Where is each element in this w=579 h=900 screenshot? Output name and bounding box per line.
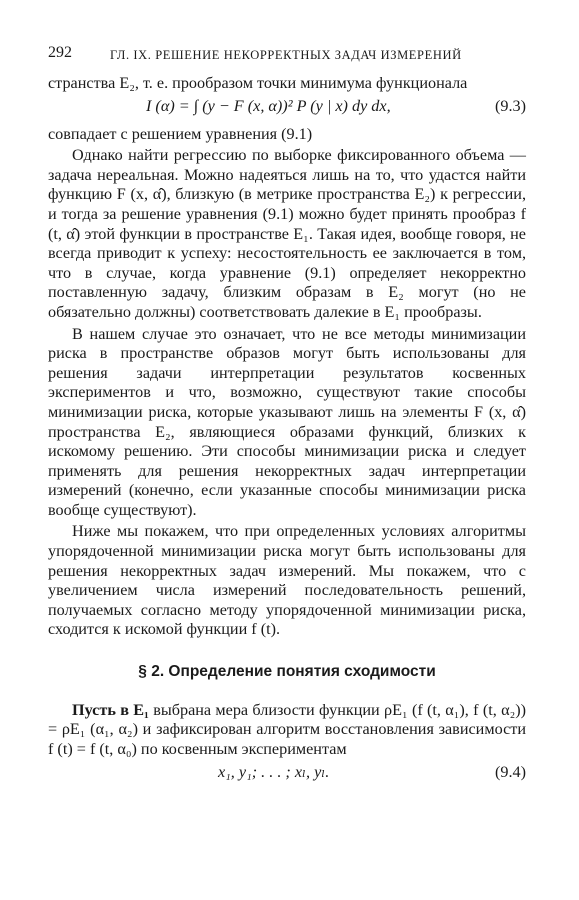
paragraph-2: совпадает с решением уравнения (9.1) — [48, 124, 313, 143]
formula-9-3-expression: I (α) = ∫ (y − F (x, α))² P (y | x) dy dx, — [146, 96, 391, 115]
book-page — [48, 44, 526, 787]
running-head: ГЛ. IX. РЕШЕНИЕ НЕКОРРЕКТНЫХ ЗАДАЧ ИЗМЕРЕНИЙ — [110, 48, 462, 62]
paragraph-3: Однако найти регрессию по выборке фиксированного объема — задача нереальная. Можно надеяться лишь на то, что удастся найти функцию F (x, α̂), близкую (в метрике пространства E₂) к регрессии, и тогда за решение уравнения (9.1) можно будет принять прообраз f (t, α̂) этой функции в пространстве E₁. Такая идея, вообще говоря, не всегда приводит к успеху: несостоятельность ее заключается в том, что в случае, когда уравнение (9.1) определяет некорректно поставленную задачу, близким образам в E₂ могут (но не обязательно должны) соответствовать далекие в E₁ прообразы. — [48, 146, 526, 321]
paragraph-1: странства E₂, т. е. прообразом точки минимума функционала — [48, 74, 468, 92]
page-header — [48, 44, 526, 74]
paragraph-6 — [48, 701, 526, 760]
paragraph-4: В нашем случае это означает, что не все методы минимизации риска в пространстве образов могут быть использованы для решения задачи интерпретации результатов косвенных экспериментов и что, возможно, существуют такие способы минимизации риска, которые указывают лишь на элементы F (x, α̂) пространства E₂, являющиеся образами функций, близких к искомому решению. Эти способы минимизации риска и следует применять для решения некорректных задач интерпретации измерений (конечно, если указанные способы минимизации риска вообще существуют). — [48, 324, 526, 519]
page-number: 292 — [48, 44, 72, 61]
paragraph-6-text: выбрана мера близости функции ρE₁ (f (t, α₁), f (t, α₂)) = ρE₁ (α₁, α₂) и зафиксирован алгоритм восстановления зависимости f (t) = f (t, α₀) по косвенным экспериментам — [48, 700, 526, 758]
formula-9-4-expression: x₁, y₁; . . . ; xₗ, yₗ. — [218, 763, 330, 782]
paragraph-6-lead: Пусть в E₁ — [72, 700, 149, 719]
paragraph-5: Ниже мы покажем, что при определенных условиях алгоритмы упорядоченной минимизации риска могут быть использованы для решения некорректных задач измерений. Мы покажем, что с увеличением числа измерений последовательность решений, получаемых согласно методу упорядоченной минимизации риска, сходится к искомой функции f (t). — [48, 522, 526, 639]
formula-9-3-number: (9.3) — [494, 96, 526, 115]
formula-9-4 — [48, 763, 526, 787]
page-body — [48, 74, 526, 787]
formula-9-3 — [48, 95, 526, 121]
formula-9-4-number: (9.4) — [494, 763, 526, 782]
section-title: § 2. Определение понятия сходимости — [138, 663, 436, 681]
